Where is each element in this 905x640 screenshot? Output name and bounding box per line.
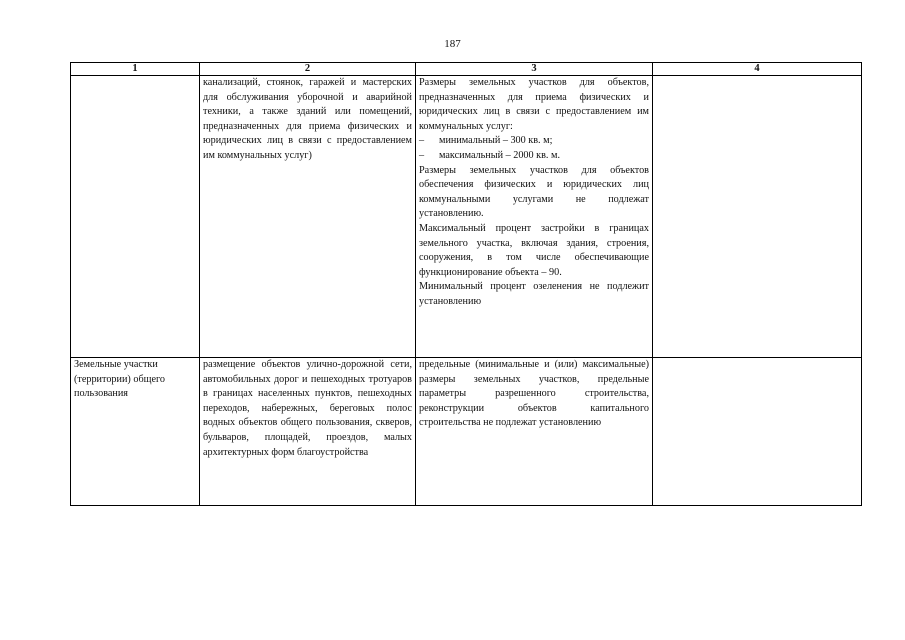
table-row xyxy=(71,76,862,358)
page-number: 187 xyxy=(444,38,461,50)
bullet-dash: – xyxy=(419,135,425,147)
row1-use-type-cell xyxy=(71,76,200,358)
table-row xyxy=(71,358,862,506)
row1-parameters-para2: Размеры земельных участков для объектов обеспечения физических и юридических лиц коммунальными услугами не подлежат установлению. xyxy=(419,164,649,220)
column-header-3: 3 xyxy=(416,63,653,76)
row1-parameters-intro: Размеры земельных участков для объектов, предназначенных для приема физических и юридических лиц в связи с предоставлением им коммунальных услуг: xyxy=(419,77,649,132)
row2-description-cell: размещение объектов улично-дорожной сети, автомобильных дорог и пешеходных тротуаров в границах населенных пунктов, пешеходных переходов, набережных, береговых полос водных объектов общего пользования, скверов, бульваров, площадей, проездов, малых архитектурных форм благоустройства xyxy=(200,358,416,506)
regulations-table xyxy=(70,62,862,506)
row1-bullet-max xyxy=(419,149,649,164)
bullet-text-max: максимальный – 2000 кв. м. xyxy=(439,149,560,161)
row1-bullet-min xyxy=(419,134,649,149)
row1-notes-cell xyxy=(653,76,862,358)
column-header-1: 1 xyxy=(71,63,200,76)
row2-use-type-cell: Земельные участки (территории) общего пользования xyxy=(71,358,200,506)
row1-parameters-cell xyxy=(416,76,653,358)
row2-notes-cell xyxy=(653,358,862,506)
bullet-dash: – xyxy=(419,149,425,161)
row1-description-cell: канализаций, стоянок, гаражей и мастерских для обслуживания уборочной и аварийной техники, а также зданий или помещений, предназначенных для приема физических и юридических лиц в связи с предоставлением им коммунальных услуг) xyxy=(200,76,416,358)
row1-parameters-para3: Максимальный процент застройки в границах земельного участка, включая здания, строения, сооружения, в том числе обеспечивающие функционирование объекта – 90. xyxy=(419,222,649,278)
column-header-4: 4 xyxy=(653,63,862,76)
bullet-text-min: минимальный – 300 кв. м; xyxy=(439,135,553,147)
row1-parameters-para4: Минимальный процент озеленения не подлежит установлению xyxy=(419,281,649,307)
row2-parameters-cell: предельные (минимальные и (или) максимальные) размеры земельных участков, предельные параметры разрешенного строительства, реконструкции объектов капитального строительства не подлежат установлению xyxy=(416,358,653,506)
column-header-2: 2 xyxy=(200,63,416,76)
table-header-row xyxy=(71,63,862,76)
